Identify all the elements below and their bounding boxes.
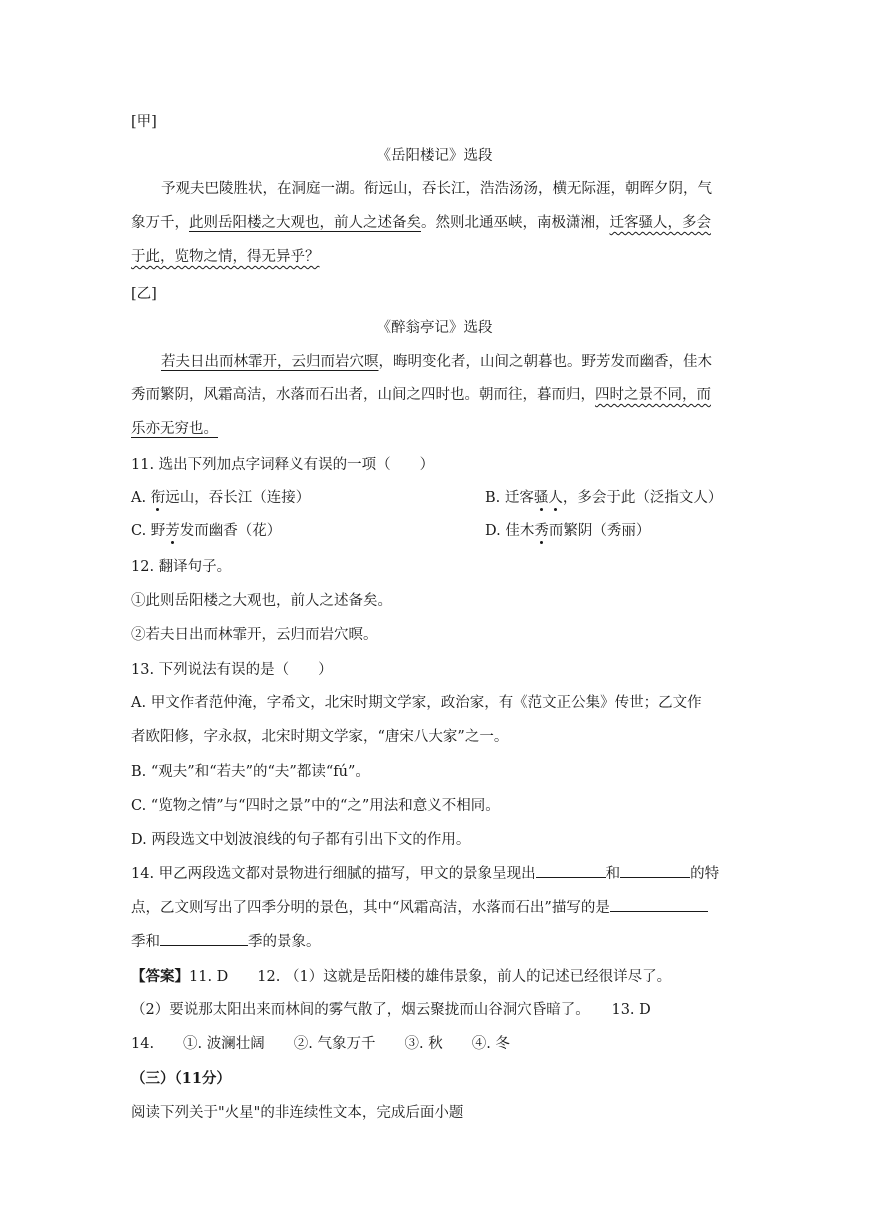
q11-option-c: C. 野芳发而幽香（花）: [131, 523, 282, 539]
question-14-line-3: 季和 季的景象。: [131, 931, 321, 953]
answer-blank[interactable]: [160, 931, 248, 946]
answer-line-2: （2）要说那太阳出来而林间的雾气散了，烟云聚拢而山谷洞穴昏暗了。 13. D: [131, 1002, 651, 1018]
underlined-sentence: 若夫日出而林霏开，云归而岩穴暝: [161, 354, 379, 370]
q13-option-a-line-2: 者欧阳修，字永叔，北宋时期文学家，“唐宋八大家”之一。: [131, 729, 509, 745]
answer-blank[interactable]: [620, 863, 690, 878]
question-14-line-1: 14. 甲乙两段选文都对景物进行细腻的描写，甲文的景象呈现出 和 的特: [131, 863, 719, 885]
jia-label: [甲]: [131, 114, 157, 130]
jia-paragraph-line-2: 象万千，此则岳阳楼之大观也，前人之述备矣。然则北通巫峡，南极潇湘，迁客骚人，多会: [131, 215, 711, 231]
jia-paragraph-line-3: [131, 246, 320, 268]
yi-paragraph-line-2: 秀而繁阴，风霜高洁，水落而石出者，山间之四时也。朝而往，暮而归，四时之景不同，而: [131, 387, 711, 403]
q13-option-a-line-1: A. 甲文作者范仲淹，字希文，北宋时期文学家，政治家，有《范文正公集》传世；乙文作: [131, 695, 702, 711]
question-14-line-2: 点，乙文则写出了四季分明的景色，其中“风霜高洁，水落而石出”描写的是: [131, 897, 708, 919]
q11-option-d: D. 佳木秀而繁阴（秀丽）: [485, 523, 651, 539]
answer-line-1: 【答案】11. D 12. （1）这就是岳阳楼的雄伟景象，前人的记述已经很详尽了。: [131, 968, 672, 985]
q13-option-c: C. “览物之情”与“四时之景”中的“之”用法和意义不相同。: [131, 798, 500, 814]
q11-option-a: A. 衔远山，吞长江（连接）: [131, 490, 311, 506]
q13-option-b: B. “观夫”和“若夫”的“夫”都读“fú”。: [131, 764, 370, 780]
yi-paragraph-line-3: [131, 418, 218, 440]
answer-blank[interactable]: [536, 863, 606, 878]
answer-line-3: 14. ①. 波澜壮阔 ②. 气象万千 ③. 秋 ④. 冬: [131, 1036, 510, 1052]
wavy-underlined-sentence: 迁客骚人，多会: [609, 215, 711, 231]
jia-paragraph-line-1: 予观夫巴陵胜状，在洞庭一湖。衔远山，吞长江，浩浩汤汤，横无际涯，朝晖夕阴，气: [161, 181, 712, 197]
q12-item-2: ②若夫日出而林霏开，云归而岩穴暝。: [131, 627, 378, 643]
answer-blank[interactable]: [610, 897, 708, 912]
yi-title: 《醉翁亭记》选段: [376, 320, 493, 336]
underlined-sentence: 此则岳阳楼之大观也，前人之述备矣: [189, 215, 421, 231]
section-3-heading: （三）（11分）: [131, 1070, 231, 1087]
question-11: 11. 选出下列加点字词释义有误的一项（ ）: [131, 457, 435, 473]
q13-option-d: D. 两段选文中划波浪线的句子都有引出下文的作用。: [131, 832, 471, 848]
underlined-sentence-cont: 乐亦无穷也。: [131, 421, 218, 437]
question-12: 12. 翻译句子。: [131, 559, 232, 575]
jia-title: 《岳阳楼记》选段: [376, 148, 493, 164]
wavy-underlined-sentence: 四时之景不同，而: [595, 387, 711, 403]
wavy-underlined-sentence-cont: 于此，览物之情，得无异乎？: [131, 249, 320, 265]
yi-label: [乙]: [131, 286, 157, 302]
answer-label: 【答案】: [131, 968, 189, 985]
question-13: 13. 下列说法有误的是（ ）: [131, 662, 333, 678]
q12-item-1: ①此则岳阳楼之大观也，前人之述备矣。: [131, 593, 392, 609]
q11-option-b: B. 迁客骚人，多会于此（泛指文人）: [485, 490, 723, 506]
section-3-intro: 阅读下列关于"火星"的非连续性文本，完成后面小题: [131, 1105, 464, 1121]
yi-paragraph-line-1: 若夫日出而林霏开，云归而岩穴暝，晦明变化者，山间之朝暮也。野芳发而幽香，佳木: [161, 354, 712, 370]
